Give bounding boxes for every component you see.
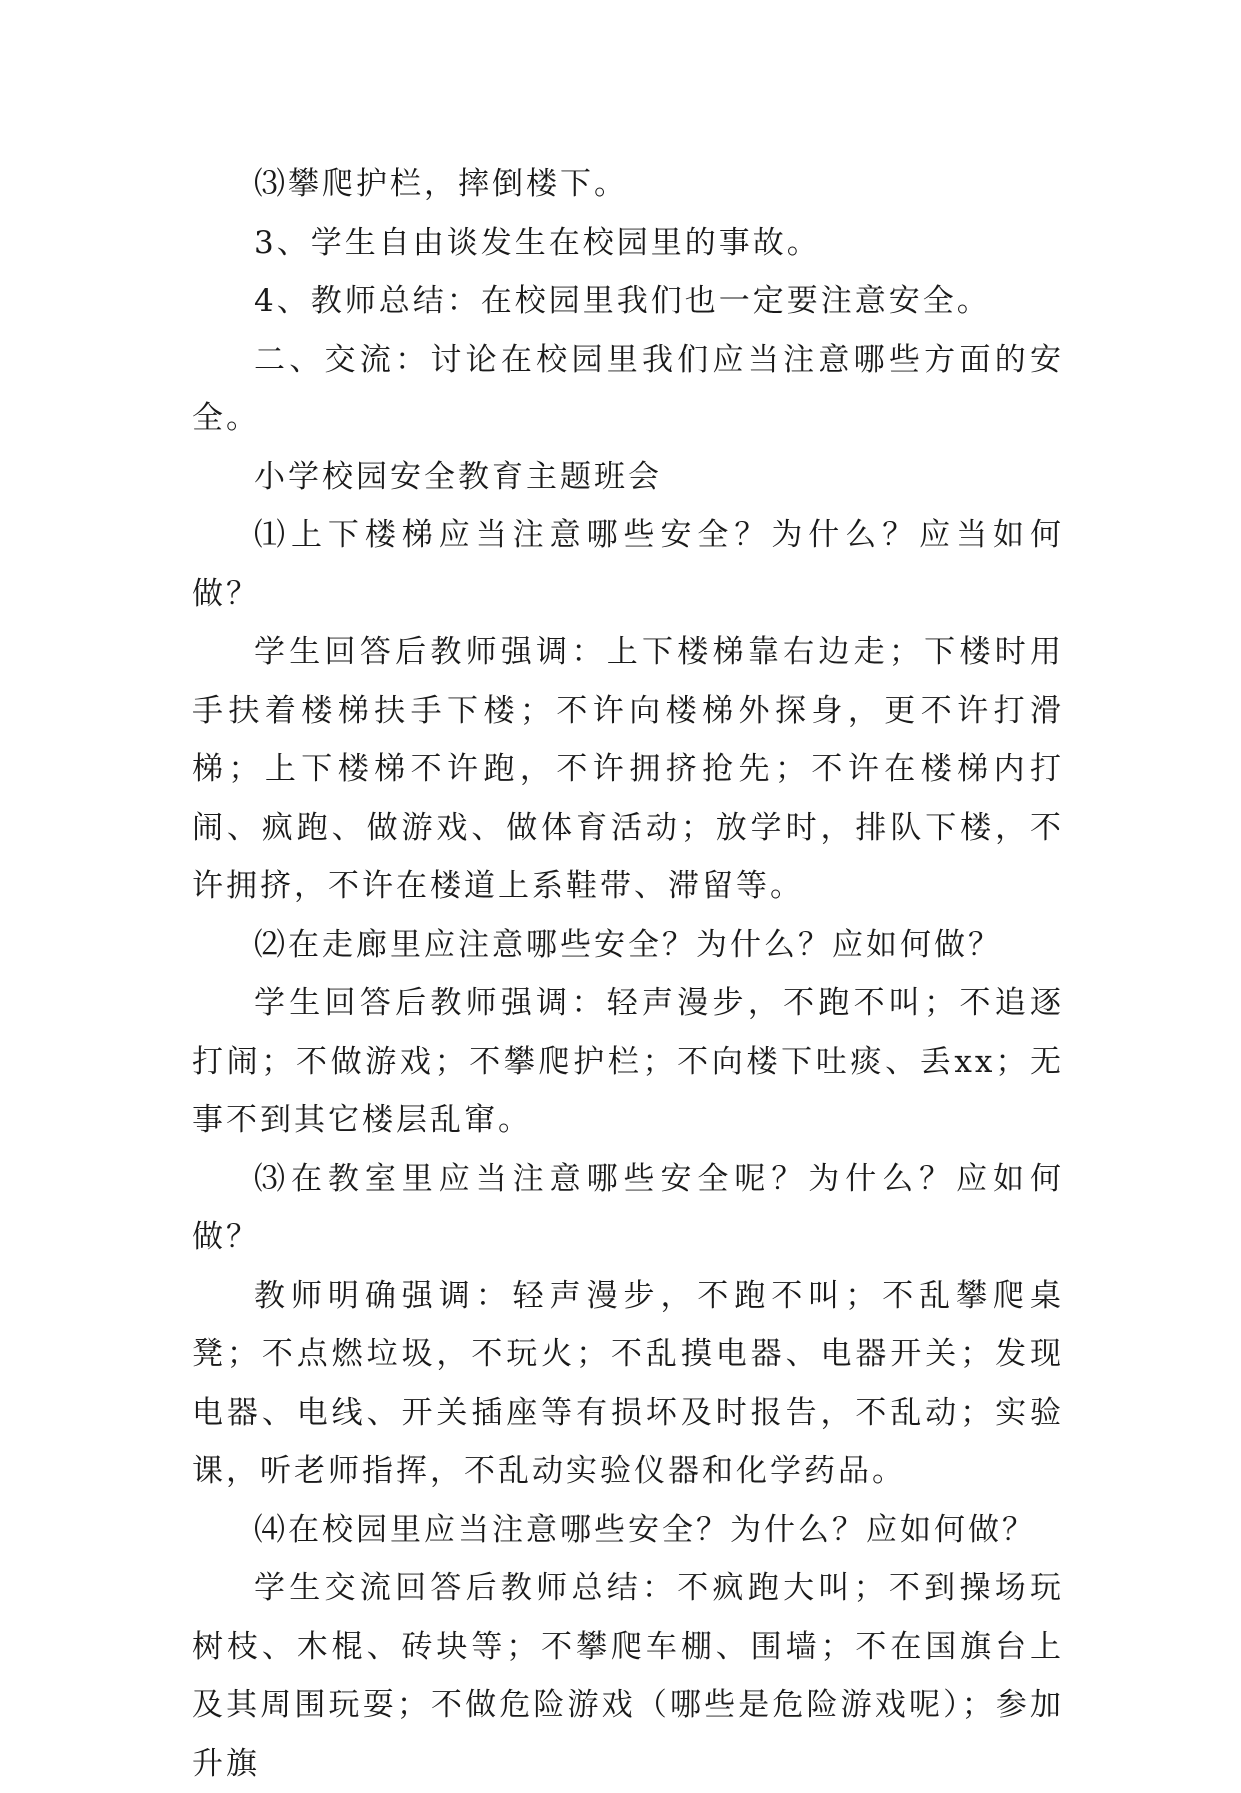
paragraph-13: 学生交流回答后教师总结：不疯跑大叫；不到操场玩树枝、木棍、砖块等；不攀爬车棚、围墙；不在国旗台上及其周围玩耍；不做危险游戏（哪些是危险游戏呢）；参加升旗 [192,1570,1064,1782]
paragraph-8: ⑵在走廊里应注意哪些安全？为什么？应如何做？ [254,926,1002,963]
paragraph-2: 3、学生自由谈发生在校园里的事故。 [254,224,821,261]
paragraph-1: ⑶攀爬护栏，摔倒楼下。 [254,166,628,202]
document-body [192,155,1064,1793]
paragraph-12: ⑷在校园里应当注意哪些安全？为什么？应如何做？ [254,1511,1036,1548]
paragraph-7: 学生回答后教师强调：上下楼梯靠右边走；下楼时用手扶着楼梯扶手下楼；不许向楼梯外探身，更不许打滑梯；上下楼梯不许跑，不许拥挤抢先；不许在楼梯内打闹、疯跑、做游戏、做体育活动；放学时，排队下楼，不许拥挤，不许在楼道上系鞋带、滞留等。 [192,634,1064,904]
paragraph-11: 教师明确强调：轻声漫步，不跑不叫；不乱攀爬桌凳；不点燃垃圾，不玩火；不乱摸电器、电器开关；发现电器、电线、开关插座等有损坏及时报告，不乱动；实验课，听老师指挥，不乱动实验仪器和化学药品。 [192,1277,1064,1489]
paragraph-6: ⑴上下楼梯应当注意哪些安全？为什么？应当如何做？ [192,517,1064,612]
paragraph-3: 4、教师总结：在校园里我们也一定要注意安全。 [254,283,991,319]
paragraph-9: 学生回答后教师强调：轻声漫步，不跑不叫；不追逐打闹；不做游戏；不攀爬护栏；不向楼下吐痰、丢xx；无事不到其它楼层乱窜。 [192,985,1064,1138]
paragraph-4: 二、交流：讨论在校园里我们应当注意哪些方面的安全。 [192,341,1064,436]
paragraph-10: ⑶在教室里应当注意哪些安全呢？为什么？应如何做？ [192,1160,1064,1255]
paragraph-5: 小学校园安全教育主题班会 [254,458,662,495]
